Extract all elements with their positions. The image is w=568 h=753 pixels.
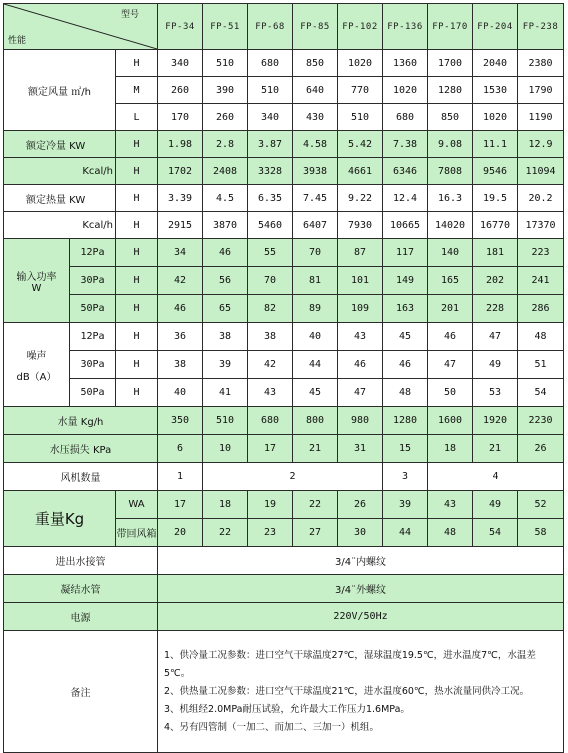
value-cell: 40	[158, 379, 203, 407]
cooling-row-kcal	[4, 158, 564, 185]
power-row-50pa	[4, 295, 564, 323]
value-cell: 70	[248, 267, 293, 295]
value-cell: 47	[473, 323, 518, 351]
value-cell: 1.98	[158, 131, 203, 158]
value-cell: 18	[203, 491, 248, 519]
value-cell: 39	[383, 491, 428, 519]
value-cell: 39	[203, 351, 248, 379]
value-cell: 149	[383, 267, 428, 295]
value-cell: 510	[338, 104, 383, 131]
value-cell: 38	[248, 323, 293, 351]
value-cell: 7.38	[383, 131, 428, 158]
value-cell: 9.22	[338, 185, 383, 212]
heating-unit-label: Kcal/h	[4, 212, 116, 239]
value-cell: 1020	[383, 77, 428, 104]
model-header: FP-238	[518, 4, 564, 50]
weight-row-wa	[4, 491, 564, 519]
value-cell: 260	[158, 77, 203, 104]
value-cell: 1280	[383, 407, 428, 435]
value-cell: 36	[158, 323, 203, 351]
value-cell: 117	[383, 239, 428, 267]
spec-table	[3, 3, 564, 753]
pressure-label: 30Pa	[70, 351, 116, 379]
value-cell: 16.3	[428, 185, 473, 212]
speed-label: H	[116, 379, 158, 407]
model-header: FP-102	[338, 4, 383, 50]
heating-row-kw	[4, 185, 564, 212]
model-header: FP-51	[203, 4, 248, 50]
speed-label: H	[116, 295, 158, 323]
pressure-label: 50Pa	[70, 379, 116, 407]
value-cell: 340	[158, 50, 203, 77]
value-cell: 52	[518, 491, 564, 519]
value-cell: 31	[338, 435, 383, 463]
pressure-label: 12Pa	[70, 239, 116, 267]
value-cell: 2230	[518, 407, 564, 435]
remark-line: 3、机组经2.0MPa耐压试验，允许最大工作压力1.6MPa。	[164, 703, 410, 715]
value-cell: 21	[473, 435, 518, 463]
value-cell: 27	[293, 519, 338, 547]
model-header: FP-136	[383, 4, 428, 50]
noise-row-12pa	[4, 323, 564, 351]
value-cell: 48	[428, 519, 473, 547]
model-header: FP-85	[293, 4, 338, 50]
value-cell: 20.2	[518, 185, 564, 212]
speed-label: H	[116, 351, 158, 379]
value-cell: 680	[383, 104, 428, 131]
cooling-label: 额定冷量 KW	[4, 131, 116, 158]
value-cell: 43	[338, 323, 383, 351]
heating-label: 额定热量 KW	[4, 185, 116, 212]
speed-label: H	[116, 158, 158, 185]
value-cell: 680	[248, 50, 293, 77]
value-cell: 44	[383, 519, 428, 547]
value-cell: 10	[203, 435, 248, 463]
noise-label-line2: dB（A）	[16, 371, 57, 383]
value-cell: 5460	[248, 212, 293, 239]
corner-model-label: 型号	[121, 10, 140, 20]
model-header: FP-204	[473, 4, 518, 50]
value-cell: 1790	[518, 77, 564, 104]
value-cell: 3938	[293, 158, 338, 185]
model-header: FP-68	[248, 4, 293, 50]
power-label	[4, 239, 70, 323]
value-cell: 2408	[203, 158, 248, 185]
value-cell: 40	[293, 323, 338, 351]
value-cell: 3328	[248, 158, 293, 185]
fan-count-label: 风机数量	[4, 463, 158, 491]
value-cell: 5.42	[338, 131, 383, 158]
header-row	[4, 4, 564, 50]
value-cell: 201	[428, 295, 473, 323]
value-cell: 42	[158, 267, 203, 295]
noise-label-line1: 噪声	[26, 350, 47, 362]
power-supply-row	[4, 603, 564, 631]
value-cell: 241	[518, 267, 564, 295]
value-cell: 1920	[473, 407, 518, 435]
value-cell: 46	[203, 239, 248, 267]
pipe-inout-label: 进出水接管	[4, 547, 158, 575]
value-cell: 16770	[473, 212, 518, 239]
value-cell: 48	[518, 323, 564, 351]
value-cell: 20	[158, 519, 203, 547]
pressure-label: 50Pa	[70, 295, 116, 323]
value-cell: 11.1	[473, 131, 518, 158]
value-cell: 165	[428, 267, 473, 295]
value-cell: 48	[383, 379, 428, 407]
value-cell: 181	[473, 239, 518, 267]
value-cell: 12.4	[383, 185, 428, 212]
value-cell: 47	[428, 351, 473, 379]
remark-line: 1、供冷量工况参数：进口空气干球温度27℃，湿球温度19.5℃，进水温度7℃，水温差5℃。	[164, 649, 536, 679]
value-cell: 87	[338, 239, 383, 267]
value-cell: 6346	[383, 158, 428, 185]
value-cell: 43	[428, 491, 473, 519]
weight-label: 重量Kg	[4, 491, 116, 547]
value-cell: 510	[248, 77, 293, 104]
model-header: FP-34	[158, 4, 203, 50]
remark-line: 2、供热量工况参数：进口空气干球温度21℃，进水温度60℃，热水流量同供冷工况。	[164, 685, 530, 697]
value-cell: 1360	[383, 50, 428, 77]
value-cell: 800	[293, 407, 338, 435]
value-cell: 54	[518, 379, 564, 407]
cooling-row-kw	[4, 131, 564, 158]
value-cell: 1600	[428, 407, 473, 435]
value-cell: 7.45	[293, 185, 338, 212]
value-cell: 4	[428, 463, 564, 491]
value-cell: 1280	[428, 77, 473, 104]
value-cell: 15	[383, 435, 428, 463]
value-cell: 22	[203, 519, 248, 547]
remarks-row	[4, 631, 564, 753]
value-cell: 18	[428, 435, 473, 463]
pipe-cond-value: 3/4¨外螺纹	[158, 575, 564, 603]
water-drop-row	[4, 435, 564, 463]
value-cell: 6.35	[248, 185, 293, 212]
speed-label: L	[116, 104, 158, 131]
power-row-30pa	[4, 267, 564, 295]
remark-line: 4、另有四管制（一加二、而加二、三加一）机组。	[164, 721, 380, 733]
value-cell: 286	[518, 295, 564, 323]
speed-label: H	[116, 267, 158, 295]
power-supply-value: 220V/50Hz	[158, 603, 564, 631]
water-flow-row	[4, 407, 564, 435]
value-cell: 19.5	[473, 185, 518, 212]
value-cell: 53	[473, 379, 518, 407]
value-cell: 340	[248, 104, 293, 131]
speed-label: H	[116, 131, 158, 158]
noise-label	[4, 323, 70, 407]
airflow-row-h	[4, 50, 564, 77]
noise-row-30pa	[4, 351, 564, 379]
value-cell: 30	[338, 519, 383, 547]
value-cell: 17370	[518, 212, 564, 239]
corner-performance-label: 性能	[8, 36, 27, 46]
value-cell: 45	[383, 323, 428, 351]
model-header: FP-170	[428, 4, 473, 50]
value-cell: 41	[203, 379, 248, 407]
value-cell: 22	[293, 491, 338, 519]
value-cell: 65	[203, 295, 248, 323]
value-cell: 55	[248, 239, 293, 267]
value-cell: 26	[518, 435, 564, 463]
value-cell: 46	[383, 351, 428, 379]
weight-wa-label: WA	[116, 491, 158, 519]
value-cell: 2915	[158, 212, 203, 239]
value-cell: 390	[203, 77, 248, 104]
value-cell: 6407	[293, 212, 338, 239]
value-cell: 1700	[428, 50, 473, 77]
value-cell: 46	[158, 295, 203, 323]
speed-label: H	[116, 212, 158, 239]
value-cell: 640	[293, 77, 338, 104]
value-cell: 223	[518, 239, 564, 267]
value-cell: 170	[158, 104, 203, 131]
value-cell: 4.5	[203, 185, 248, 212]
value-cell: 17	[248, 435, 293, 463]
value-cell: 510	[203, 50, 248, 77]
value-cell: 101	[338, 267, 383, 295]
airflow-label: 额定风量 ㎡/h	[4, 50, 116, 131]
value-cell: 42	[248, 351, 293, 379]
value-cell: 11094	[518, 158, 564, 185]
value-cell: 1020	[338, 50, 383, 77]
value-cell: 47	[338, 379, 383, 407]
value-cell: 14020	[428, 212, 473, 239]
value-cell: 45	[293, 379, 338, 407]
value-cell: 850	[293, 50, 338, 77]
remarks-content	[158, 631, 564, 753]
value-cell: 7930	[338, 212, 383, 239]
value-cell: 58	[518, 519, 564, 547]
fan-count-row	[4, 463, 564, 491]
value-cell: 70	[293, 239, 338, 267]
water-drop-label: 水压损失 KPa	[4, 435, 158, 463]
value-cell: 202	[473, 267, 518, 295]
pipe-cond-label: 凝结水管	[4, 575, 158, 603]
value-cell: 510	[203, 407, 248, 435]
speed-label: H	[116, 50, 158, 77]
value-cell: 17	[158, 491, 203, 519]
value-cell: 4661	[338, 158, 383, 185]
power-label-line2: W	[31, 282, 42, 294]
value-cell: 770	[338, 77, 383, 104]
value-cell: 54	[473, 519, 518, 547]
value-cell: 850	[428, 104, 473, 131]
pipe-inout-value: 3/4¨内螺纹	[158, 547, 564, 575]
value-cell: 51	[518, 351, 564, 379]
pipe-inout-row	[4, 547, 564, 575]
value-cell: 81	[293, 267, 338, 295]
power-supply-label: 电源	[4, 603, 158, 631]
pipe-cond-row	[4, 575, 564, 603]
value-cell: 9546	[473, 158, 518, 185]
value-cell: 43	[248, 379, 293, 407]
value-cell: 1190	[518, 104, 564, 131]
value-cell: 228	[473, 295, 518, 323]
value-cell: 46	[338, 351, 383, 379]
value-cell: 56	[203, 267, 248, 295]
value-cell: 3870	[203, 212, 248, 239]
value-cell: 980	[338, 407, 383, 435]
power-label-line1: 输入功率	[16, 271, 57, 283]
value-cell: 430	[293, 104, 338, 131]
value-cell: 10665	[383, 212, 428, 239]
value-cell: 23	[248, 519, 293, 547]
speed-label: H	[116, 323, 158, 351]
power-row-12pa	[4, 239, 564, 267]
value-cell: 4.58	[293, 131, 338, 158]
value-cell: 44	[293, 351, 338, 379]
value-cell: 89	[293, 295, 338, 323]
value-cell: 1530	[473, 77, 518, 104]
value-cell: 12.9	[518, 131, 564, 158]
value-cell: 26	[338, 491, 383, 519]
value-cell: 350	[158, 407, 203, 435]
value-cell: 46	[428, 323, 473, 351]
value-cell: 680	[248, 407, 293, 435]
value-cell: 21	[293, 435, 338, 463]
pressure-label: 30Pa	[70, 267, 116, 295]
weight-box-label: 带回风箱	[116, 519, 158, 547]
speed-label: H	[116, 185, 158, 212]
value-cell: 163	[383, 295, 428, 323]
value-cell: 82	[248, 295, 293, 323]
value-cell: 34	[158, 239, 203, 267]
value-cell: 1	[158, 463, 203, 491]
value-cell: 19	[248, 491, 293, 519]
value-cell: 50	[428, 379, 473, 407]
cooling-unit-label: Kcal/h	[4, 158, 116, 185]
value-cell: 1702	[158, 158, 203, 185]
water-flow-label: 水量 Kg/h	[4, 407, 158, 435]
value-cell: 2040	[473, 50, 518, 77]
value-cell: 260	[203, 104, 248, 131]
value-cell: 6	[158, 435, 203, 463]
value-cell: 3	[383, 463, 428, 491]
heating-row-kcal	[4, 212, 564, 239]
pressure-label: 12Pa	[70, 323, 116, 351]
value-cell: 9.08	[428, 131, 473, 158]
speed-label: M	[116, 77, 158, 104]
value-cell: 2.8	[203, 131, 248, 158]
value-cell: 49	[473, 491, 518, 519]
value-cell: 38	[158, 351, 203, 379]
value-cell: 7808	[428, 158, 473, 185]
corner-cell	[4, 4, 158, 50]
value-cell: 38	[203, 323, 248, 351]
value-cell: 2380	[518, 50, 564, 77]
remarks-label: 备注	[4, 631, 158, 753]
value-cell: 2	[203, 463, 383, 491]
noise-row-50pa	[4, 379, 564, 407]
value-cell: 3.87	[248, 131, 293, 158]
value-cell: 140	[428, 239, 473, 267]
value-cell: 1020	[473, 104, 518, 131]
value-cell: 49	[473, 351, 518, 379]
speed-label: H	[116, 239, 158, 267]
value-cell: 3.39	[158, 185, 203, 212]
value-cell: 109	[338, 295, 383, 323]
